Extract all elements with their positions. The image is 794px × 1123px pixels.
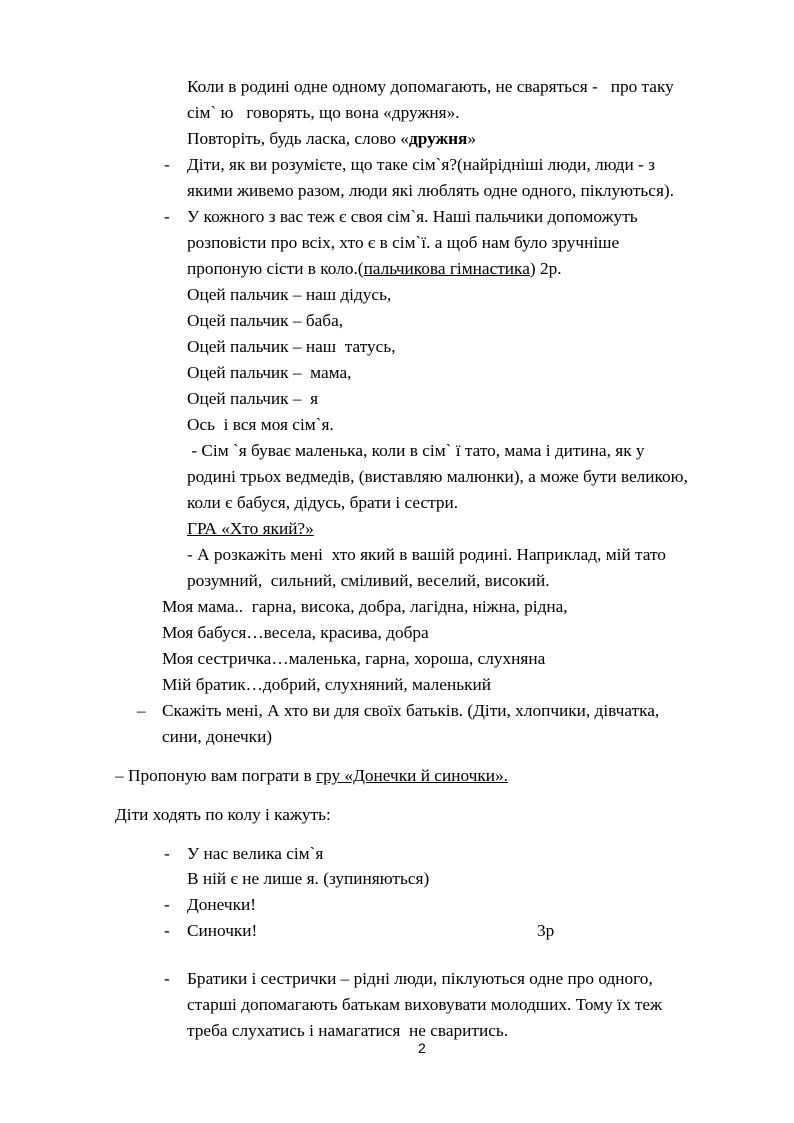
list-dash: - — [164, 844, 170, 863]
text-line: В ній є не лише я. (зупиняються) — [187, 869, 430, 888]
text-line: якими живемо разом, люди які люблять одне одного, піклуються). — [187, 181, 674, 200]
text-span: Повторіть, будь ласка, слово « — [187, 129, 409, 148]
list-dash: - — [164, 207, 170, 226]
text-line: Оцей пальчик – наш татусь, — [187, 337, 396, 356]
list-dash: - — [164, 921, 170, 940]
text-line — [187, 256, 562, 282]
text-line: Діти ходять по колу і кажуть: — [115, 805, 331, 824]
text-line: Скажіть мені, А хто ви для своїх батьків. (Діти, хлопчики, дівчатка, — [162, 701, 660, 720]
text-line: Мій братик…добрий, слухняний, маленький — [162, 675, 491, 694]
bold-word: дружня — [409, 129, 468, 148]
text-line: Моя сестричка…маленька, гарна, хороша, слухняна — [162, 649, 546, 668]
game-title — [187, 516, 314, 542]
text-line: Синочки! — [187, 921, 258, 940]
text-line: Діти, як ви розумієте, що таке сім`я?(найрідніші люди, люди - з — [187, 155, 655, 174]
text-line: Моя бабуся…весела, красива, добра — [162, 623, 429, 642]
text-line: коли є бабуся, дідусь, брати і сестри. — [187, 493, 459, 512]
list-dash: - — [164, 155, 170, 174]
text-line — [187, 126, 476, 152]
text-span: – Пропоную вам пограти в — [115, 766, 317, 785]
text-line: - Сім `я буває маленька, коли в сім` ї тато, мама і дитина, як у — [187, 441, 645, 460]
underlined-text: пальчикова гімнастика — [363, 259, 530, 278]
list-dash: - — [164, 895, 170, 914]
text-line: Ось і вся моя сім`я. — [187, 415, 334, 434]
text-line: У нас велика сім`я — [187, 844, 324, 863]
text-line: - А розкажіть мені хто який в вашій родині. Наприклад, мій тато — [187, 545, 666, 564]
page-number: 2 — [418, 1040, 426, 1056]
text-line: сини, донечки) — [162, 727, 273, 746]
underlined-text: ГРА «Хто який?» — [187, 519, 314, 538]
text-line: розповісти про всіх, хто є в сім`ї. а щоб нам було зручніше — [187, 233, 620, 252]
text-line: Оцей пальчик – наш дідусь, — [187, 285, 392, 304]
repeat-count: 3р — [537, 921, 555, 940]
text-line: сім` ю говорять, що вона «дружня». — [187, 103, 460, 122]
text-line: У кожного з вас теж є своя сім`я. Наші пальчики допоможуть — [187, 207, 638, 226]
underlined-text: гру «Донечки й синочки». — [316, 766, 508, 785]
text-line: старші допомагають батькам виховувати молодших. Тому їх теж — [187, 995, 663, 1014]
list-dash: – — [137, 701, 146, 720]
text-line: розумний, сильний, сміливий, веселий, високий. — [187, 571, 550, 590]
text-line: Моя мама.. гарна, висока, добра, лагідна, ніжна, рідна, — [162, 597, 568, 616]
text-line: Донечки! — [187, 895, 257, 914]
text-line: Оцей пальчик – баба, — [187, 311, 344, 330]
text-span: пропоную сісти в коло.( — [187, 259, 364, 278]
text-line — [115, 763, 508, 789]
text-line: Братики і сестрички – рідні люди, піклуються одне про одного, — [187, 969, 653, 988]
text-line: Коли в родині одне одному допомагають, не сваряться - про таку — [187, 77, 674, 96]
text-line: Оцей пальчик – мама, — [187, 363, 352, 382]
text-span: » — [467, 129, 477, 148]
text-span: ) 2р. — [529, 259, 562, 278]
text-line: родині трьох ведмедів, (виставляю малюнки), а може бути великою, — [187, 467, 688, 486]
list-dash: - — [164, 969, 170, 988]
text-line: Оцей пальчик – я — [187, 389, 319, 408]
text-line: треба слухатись і намагатися не сваритись. — [187, 1021, 509, 1040]
